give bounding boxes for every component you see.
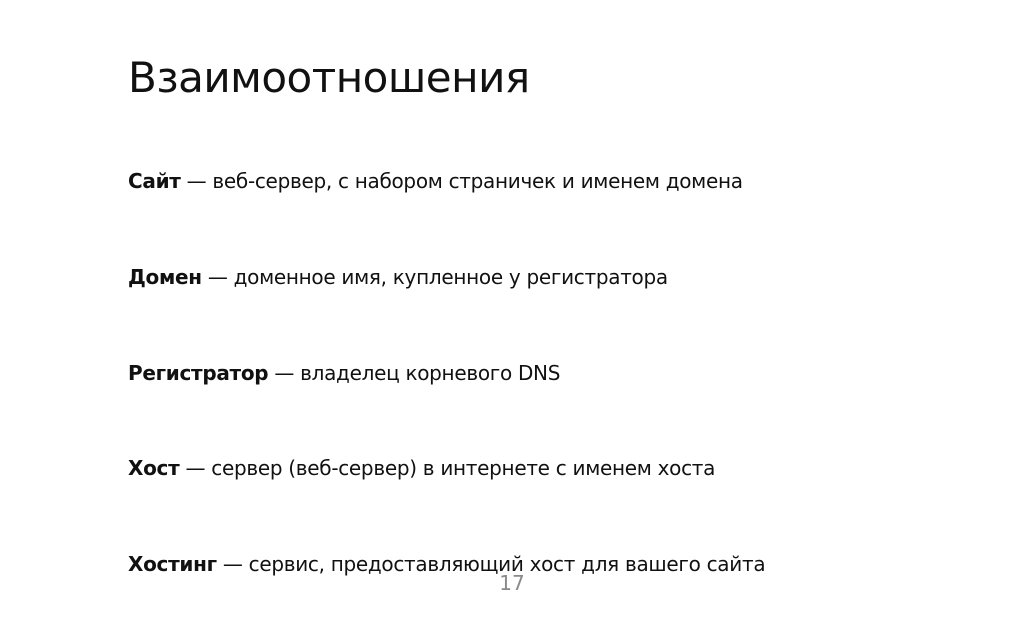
definition-description: владелец корневого DNS <box>300 361 561 385</box>
definition-registrar <box>128 360 560 386</box>
definition-host <box>128 455 715 481</box>
definition-description: сервис, предоставляющий хост для вашего сайта <box>248 552 766 576</box>
definition-term: Регистратор <box>128 361 269 385</box>
definition-separator: — <box>268 361 301 385</box>
definition-term: Хостинг <box>128 552 217 576</box>
slide-title: Взаимоотношения <box>128 53 530 102</box>
definition-description: доменное имя, купленное у регистратора <box>233 265 668 289</box>
definition-description: веб-сервер, с набором страничек и именем домена <box>212 169 743 193</box>
definition-domain <box>128 264 668 290</box>
definition-term: Домен <box>128 265 202 289</box>
definition-description: сервер (веб-сервер) в интернете с именем хоста <box>211 456 716 480</box>
definition-separator: — <box>216 552 249 576</box>
definition-separator: — <box>201 265 234 289</box>
definition-separator: — <box>180 169 213 193</box>
definition-term: Хост <box>128 456 180 480</box>
page-number: 17 <box>499 571 525 595</box>
definition-term: Сайт <box>128 169 181 193</box>
definition-separator: — <box>179 456 212 480</box>
definition-site <box>128 168 743 194</box>
